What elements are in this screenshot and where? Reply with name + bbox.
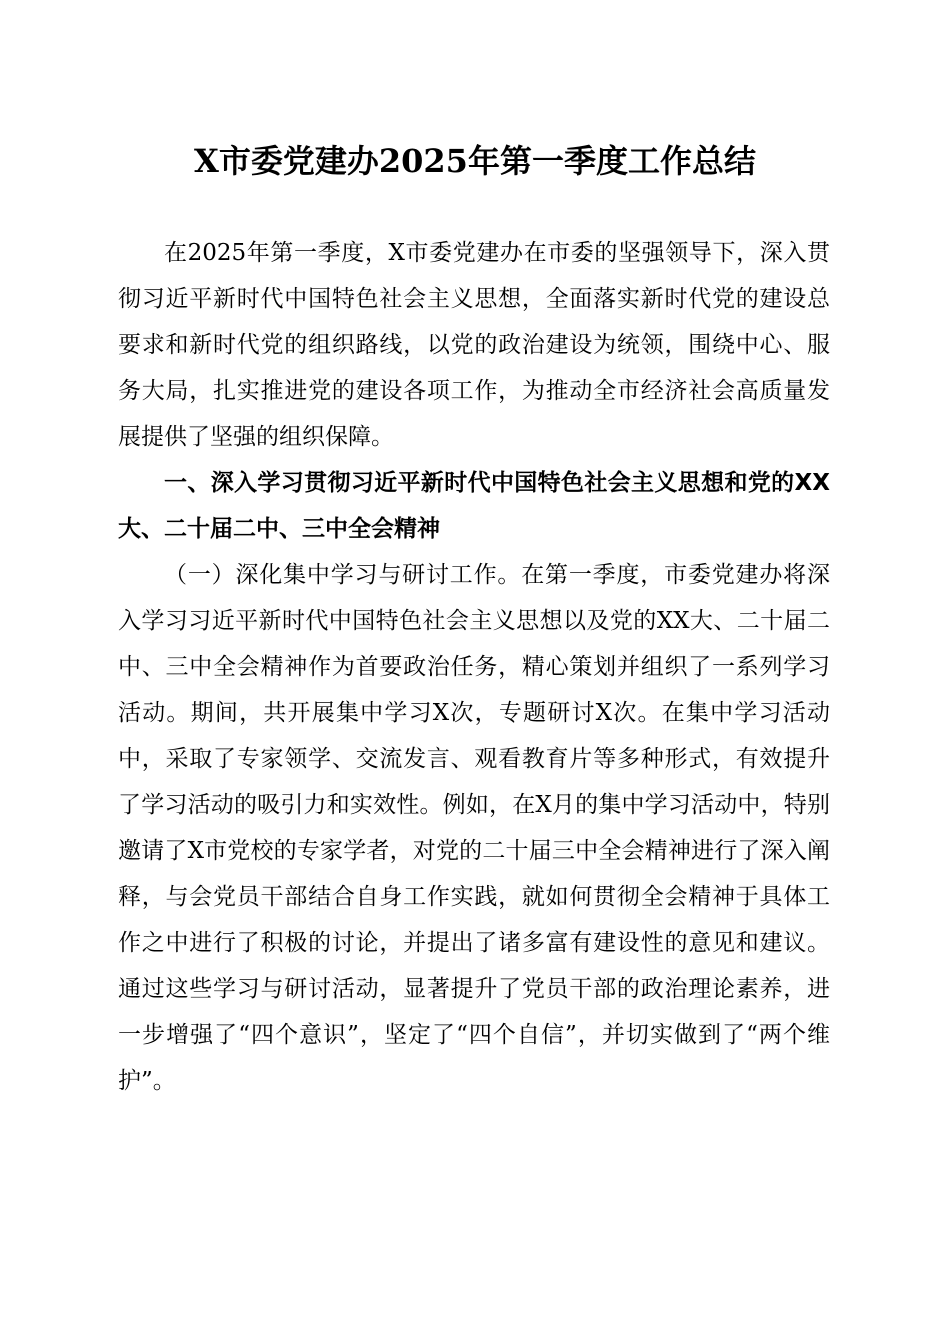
document-title: X市委党建办2025年第一季度工作总结 bbox=[194, 142, 756, 180]
section-heading-1: 一、深入学习贯彻习近平新时代中国特色社会主义思想和党的XX大、二十届二中、三中全会精神 bbox=[118, 470, 830, 542]
intro-paragraph: 在2025年第一季度，X市委党建办在市委的坚强领导下，深入贯彻习近平新时代中国特色社会主义思想，全面落实新时代党的建设总要求和新时代党的组织路线，以党的政治建设为统领，围绕中心、服务大局，扎实推进党的建设各项工作，为推动全市经济社会高质量发展提供了坚强的组织保障。 bbox=[118, 240, 830, 450]
section-1-paragraph-1: （一）深化集中学习与研讨工作。在第一季度，市委党建办将深入学习习近平新时代中国特色社会主义思想以及党的XX大、二十届二中、三中全会精神作为首要政治任务，精心策划并组织了一系列学习活动。期间，共开展集中学习X次，专题研讨X次。在集中学习活动中，采取了专家领学、交流发言、观看教育片等多种形式，有效提升了学习活动的吸引力和实效性。例如，在X月的集中学习活动中，特别邀请了X市党校的专家学者，对党的二十届三中全会精神进行了深入阐释，与会党员干部结合自身工作实践，就如何贯彻全会精神于具体工作之中进行了积极的讨论，并提出了诸多富有建设性的意见和建议。通过这些学习与研讨活动，显著提升了党员干部的政治理论素养，进一步增强了“四个意识”，坚定了“四个自信”，并切实做到了“两个维护”。 bbox=[118, 562, 830, 1094]
document-body bbox=[118, 230, 830, 1104]
